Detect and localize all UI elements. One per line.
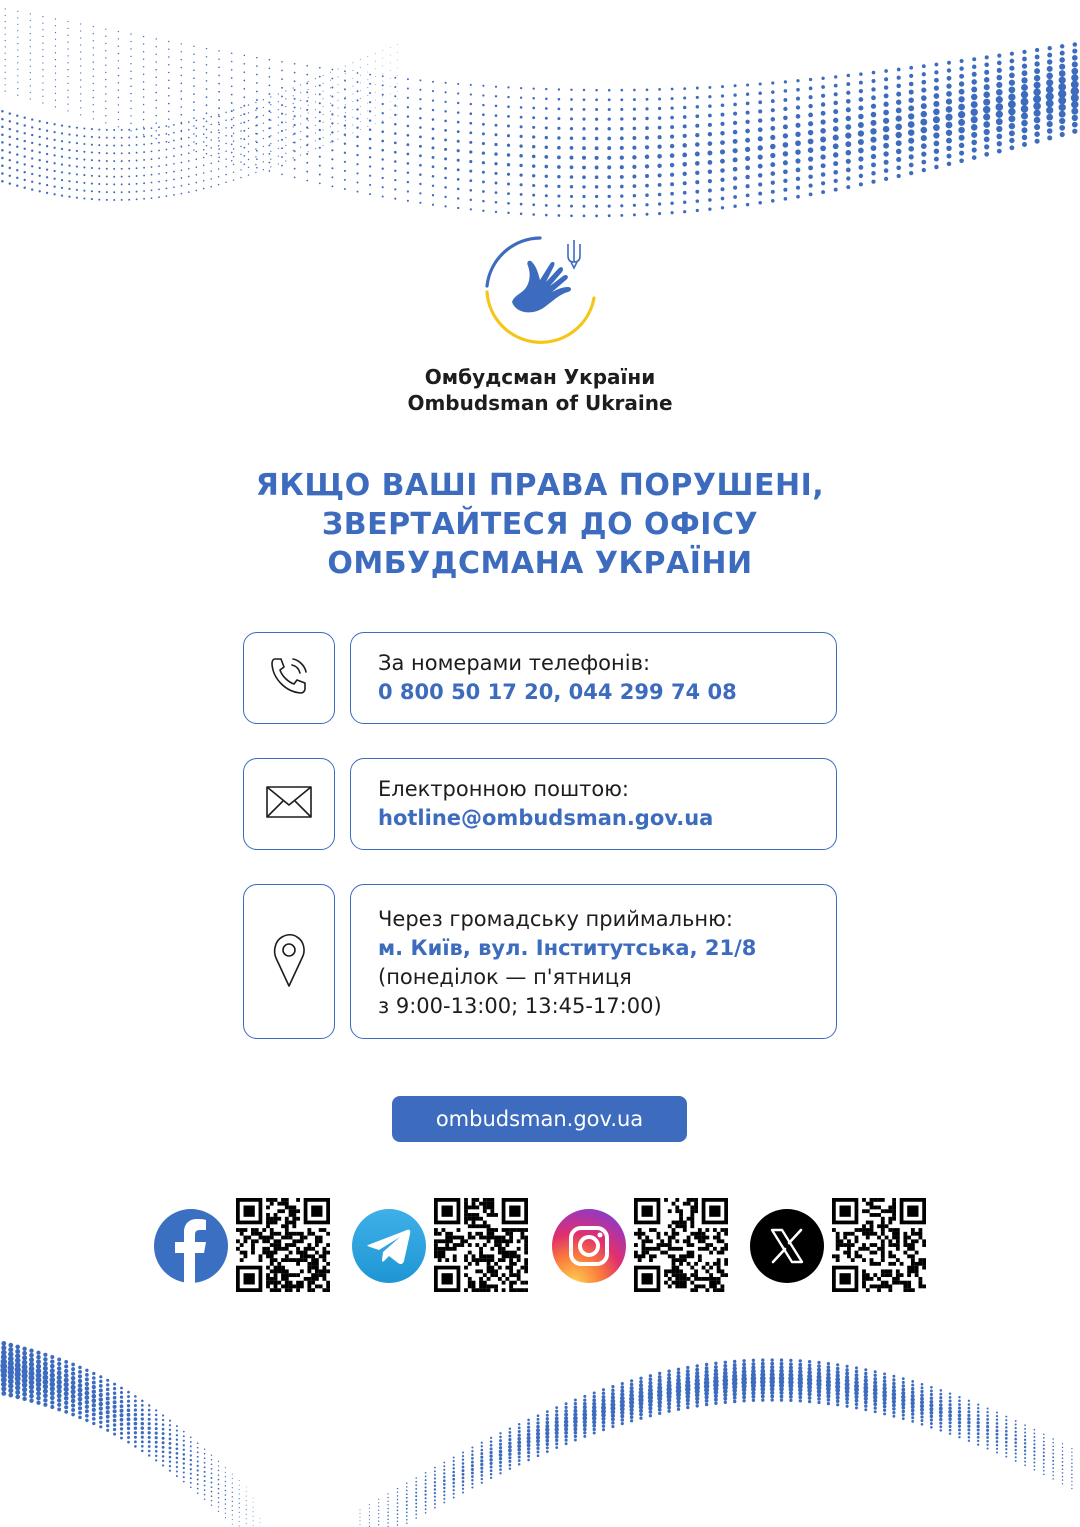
phone-text-box bbox=[350, 632, 837, 724]
facebook-icon[interactable] bbox=[154, 1209, 228, 1283]
contact-office bbox=[243, 884, 837, 1039]
location-icon-box bbox=[243, 884, 335, 1039]
social-instagram[interactable] bbox=[552, 1198, 728, 1294]
org-name-ukrainian: Омбудсман України bbox=[424, 365, 656, 389]
contact-email bbox=[243, 758, 837, 850]
facebook-qr-code[interactable] bbox=[236, 1198, 330, 1292]
org-name-english: Ombudsman of Ukraine bbox=[407, 391, 673, 415]
office-text-box bbox=[350, 884, 837, 1039]
social-facebook[interactable] bbox=[154, 1198, 330, 1294]
ombudsman-logo bbox=[480, 232, 600, 350]
headline-line-2: ЗВЕРТАЙТЕСЯ ДО ОФІСУ bbox=[321, 507, 759, 542]
phone-numbers[interactable]: 0 800 50 17 20, 044 299 74 08 bbox=[378, 680, 737, 704]
headline bbox=[150, 466, 930, 583]
headline-line-3: ОМБУДСМАНА УКРАЇНИ bbox=[327, 546, 753, 581]
instagram-icon[interactable] bbox=[552, 1209, 626, 1283]
contact-phone bbox=[243, 632, 837, 724]
telegram-icon[interactable] bbox=[352, 1209, 426, 1283]
envelope-icon bbox=[265, 784, 313, 824]
email-label: Електронною поштою: bbox=[378, 777, 629, 801]
office-address: м. Київ, вул. Інститутська, 21/8 bbox=[378, 936, 757, 960]
website-link[interactable]: ombudsman.gov.ua bbox=[392, 1096, 687, 1142]
envelope-icon-box bbox=[243, 758, 335, 850]
location-pin-icon bbox=[271, 932, 307, 992]
x-icon[interactable] bbox=[750, 1209, 824, 1283]
organization-names bbox=[340, 364, 740, 416]
dotted-wave-decoration-bottom bbox=[0, 1320, 1080, 1527]
social-x[interactable] bbox=[750, 1198, 926, 1294]
office-hours-line-1: (понеділок — п'ятниця bbox=[378, 965, 632, 989]
phone-icon bbox=[266, 653, 312, 703]
email-address[interactable]: hotline@ombudsman.gov.ua bbox=[378, 806, 714, 830]
phone-label: За номерами телефонів: bbox=[378, 651, 651, 675]
phone-icon-box bbox=[243, 632, 335, 724]
telegram-qr-code[interactable] bbox=[434, 1198, 528, 1292]
office-label: Через громадську приймальню: bbox=[378, 907, 733, 931]
instagram-qr-code[interactable] bbox=[634, 1198, 728, 1292]
headline-line-1: ЯКЩО ВАШІ ПРАВА ПОРУШЕНІ, bbox=[255, 468, 825, 503]
email-text-box bbox=[350, 758, 837, 850]
social-telegram[interactable] bbox=[352, 1198, 528, 1294]
office-hours-line-2: з 9:00-13:00; 13:45-17:00) bbox=[378, 994, 662, 1018]
x-qr-code[interactable] bbox=[832, 1198, 926, 1292]
